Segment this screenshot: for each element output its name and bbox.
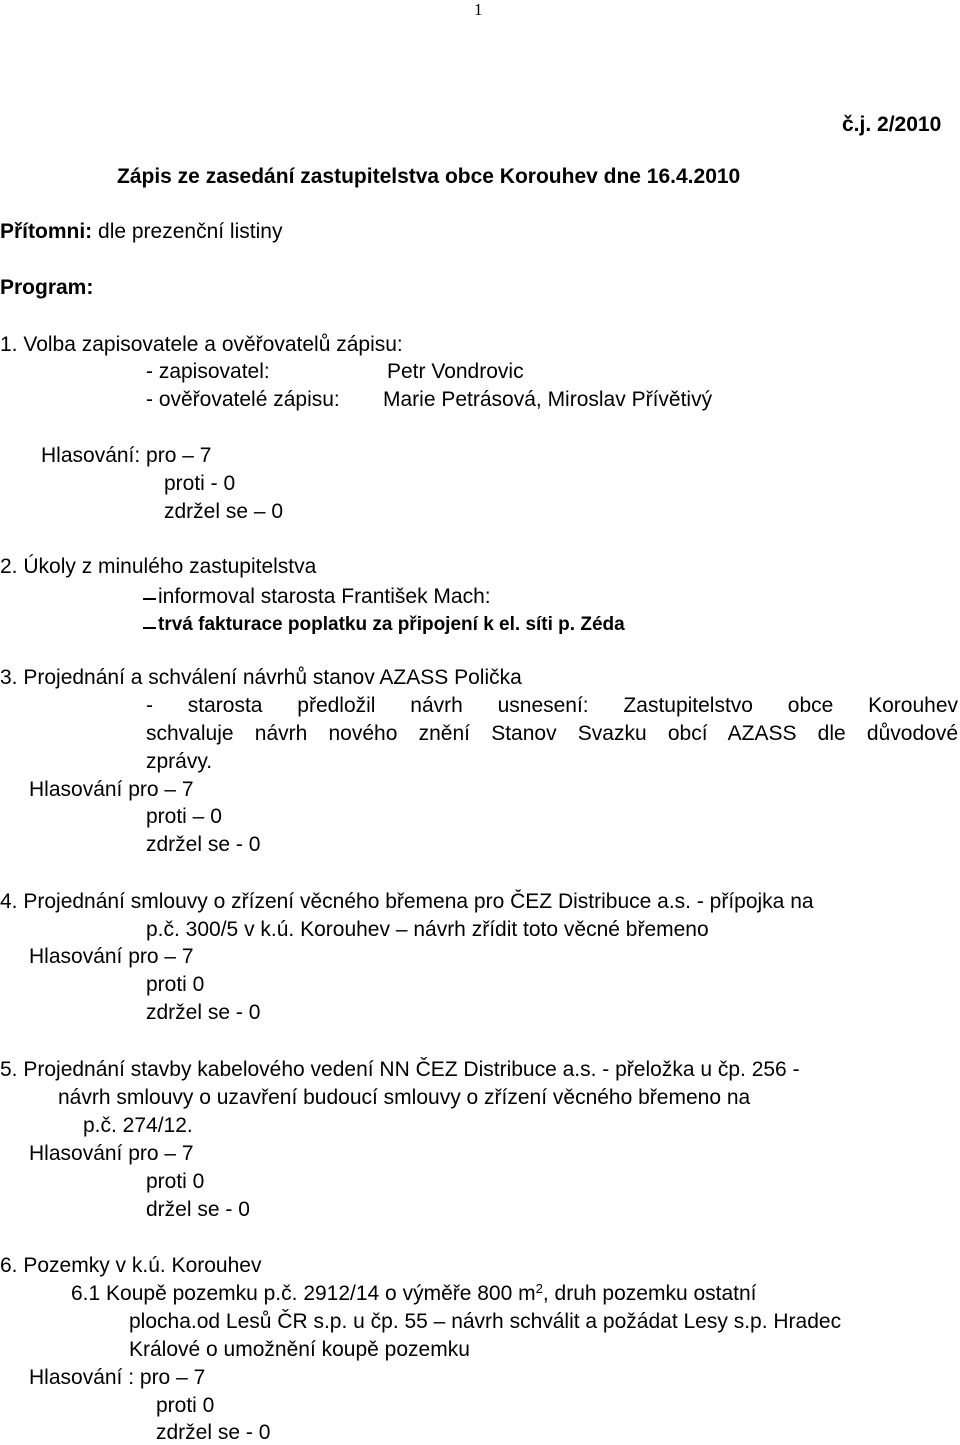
item6-sub-line3: Králové o umožnění koupě pozemku [129, 1338, 470, 1361]
item1-verifiers-value: Marie Petrásová, Miroslav Přívětivý [383, 388, 713, 411]
item6-sub-line1 [71, 1282, 757, 1306]
dash-icon [143, 627, 156, 629]
item5-vote-against: proti 0 [146, 1170, 205, 1193]
item5-vote-for: Hlasování pro – 7 [29, 1142, 194, 1165]
attendance-label: Přítomni: [0, 220, 93, 243]
item6-vote-abstain: zdržel se - 0 [156, 1421, 271, 1444]
item4-vote-against: proti 0 [146, 973, 205, 996]
item1-clerk-value: Petr Vondrovic [387, 360, 524, 383]
item3-heading: 3. Projednání a schválení návrhů stanov AZASS Polička [0, 666, 522, 689]
item6-heading: 6. Pozemky v k.ú. Korouhev [0, 1254, 262, 1277]
reference-number: č.j. 2/2010 [842, 113, 942, 136]
item4-heading: 4. Projednání smlouvy o zřízení věcného břemena pro ČEZ Distribuce a.s. - přípojka na [0, 890, 814, 913]
item1-vote-abstain: zdržel se – 0 [164, 500, 284, 523]
page-number: 1 [474, 0, 483, 19]
attendance-line [0, 220, 282, 244]
program-label: Program: [0, 276, 94, 299]
item6-sub-line2: plocha.od Lesů ČR s.p. u čp. 55 – návrh schválit a požádat Lesy s.p. Hradec [129, 1310, 842, 1333]
item3-vote-for: Hlasování pro – 7 [29, 778, 194, 801]
item5-line3: p.č. 274/12. [83, 1114, 193, 1137]
item1-vote-for: Hlasování: pro – 7 [41, 444, 212, 467]
item3-line2: schvaluje návrh nového znění Stanov Svazku obcí AZASS dle důvodové [146, 722, 958, 745]
superscript: 2 [535, 1280, 543, 1296]
item5-vote-abstain: držel se - 0 [146, 1198, 250, 1221]
item2-heading: 2. Úkoly z minulého zastupitelstva [0, 555, 317, 578]
item2-line1: informoval starosta František Mach: [158, 585, 491, 608]
item1-verifiers-label: - ověřovatelé zápisu: [146, 388, 340, 411]
item6-vote-for: Hlasování : pro – 7 [29, 1366, 206, 1389]
dash-icon [143, 598, 156, 600]
item3-line1: - starosta předložil návrh usnesení: Zastupitelstvo obce Korouhev [146, 694, 958, 717]
item6-vote-against: proti 0 [156, 1394, 215, 1417]
item4-line2: p.č. 300/5 v k.ú. Korouhev – návrh zřídit toto věcné břemeno [146, 918, 709, 941]
item6-sub-line1-text: 6.1 Koupě pozemku p.č. 2912/14 o výměře 800 m [71, 1282, 536, 1305]
item6-sub-line1-rest: , druh pozemku ostatní [542, 1282, 757, 1305]
item5-line2: návrh smlouvy o uzavření budoucí smlouvy o zřízení věcného břemeno na [58, 1086, 751, 1109]
item3-line3: zprávy. [146, 750, 213, 773]
document-title: Zápis ze zasedání zastupitelstva obce Korouhev dne 16.4.2010 [117, 165, 741, 188]
item4-vote-abstain: zdržel se - 0 [146, 1001, 261, 1024]
attendance-value: dle prezenční listiny [98, 220, 283, 243]
item3-vote-abstain: zdržel se - 0 [146, 833, 261, 856]
item2-line2: trvá fakturace poplatku za připojení k el. síti p. Zéda [158, 614, 625, 635]
item1-clerk-label: - zapisovatel: [146, 360, 270, 383]
item1-vote-against: proti - 0 [164, 472, 236, 495]
item5-heading: 5. Projednání stavby kabelového vedení NN ČEZ Distribuce a.s. - přeložka u čp. 256 - [0, 1058, 800, 1081]
item4-vote-for: Hlasování pro – 7 [29, 945, 194, 968]
item3-vote-against: proti – 0 [146, 805, 222, 828]
item1-heading: 1. Volba zapisovatele a ověřovatelů zápisu: [0, 333, 403, 356]
